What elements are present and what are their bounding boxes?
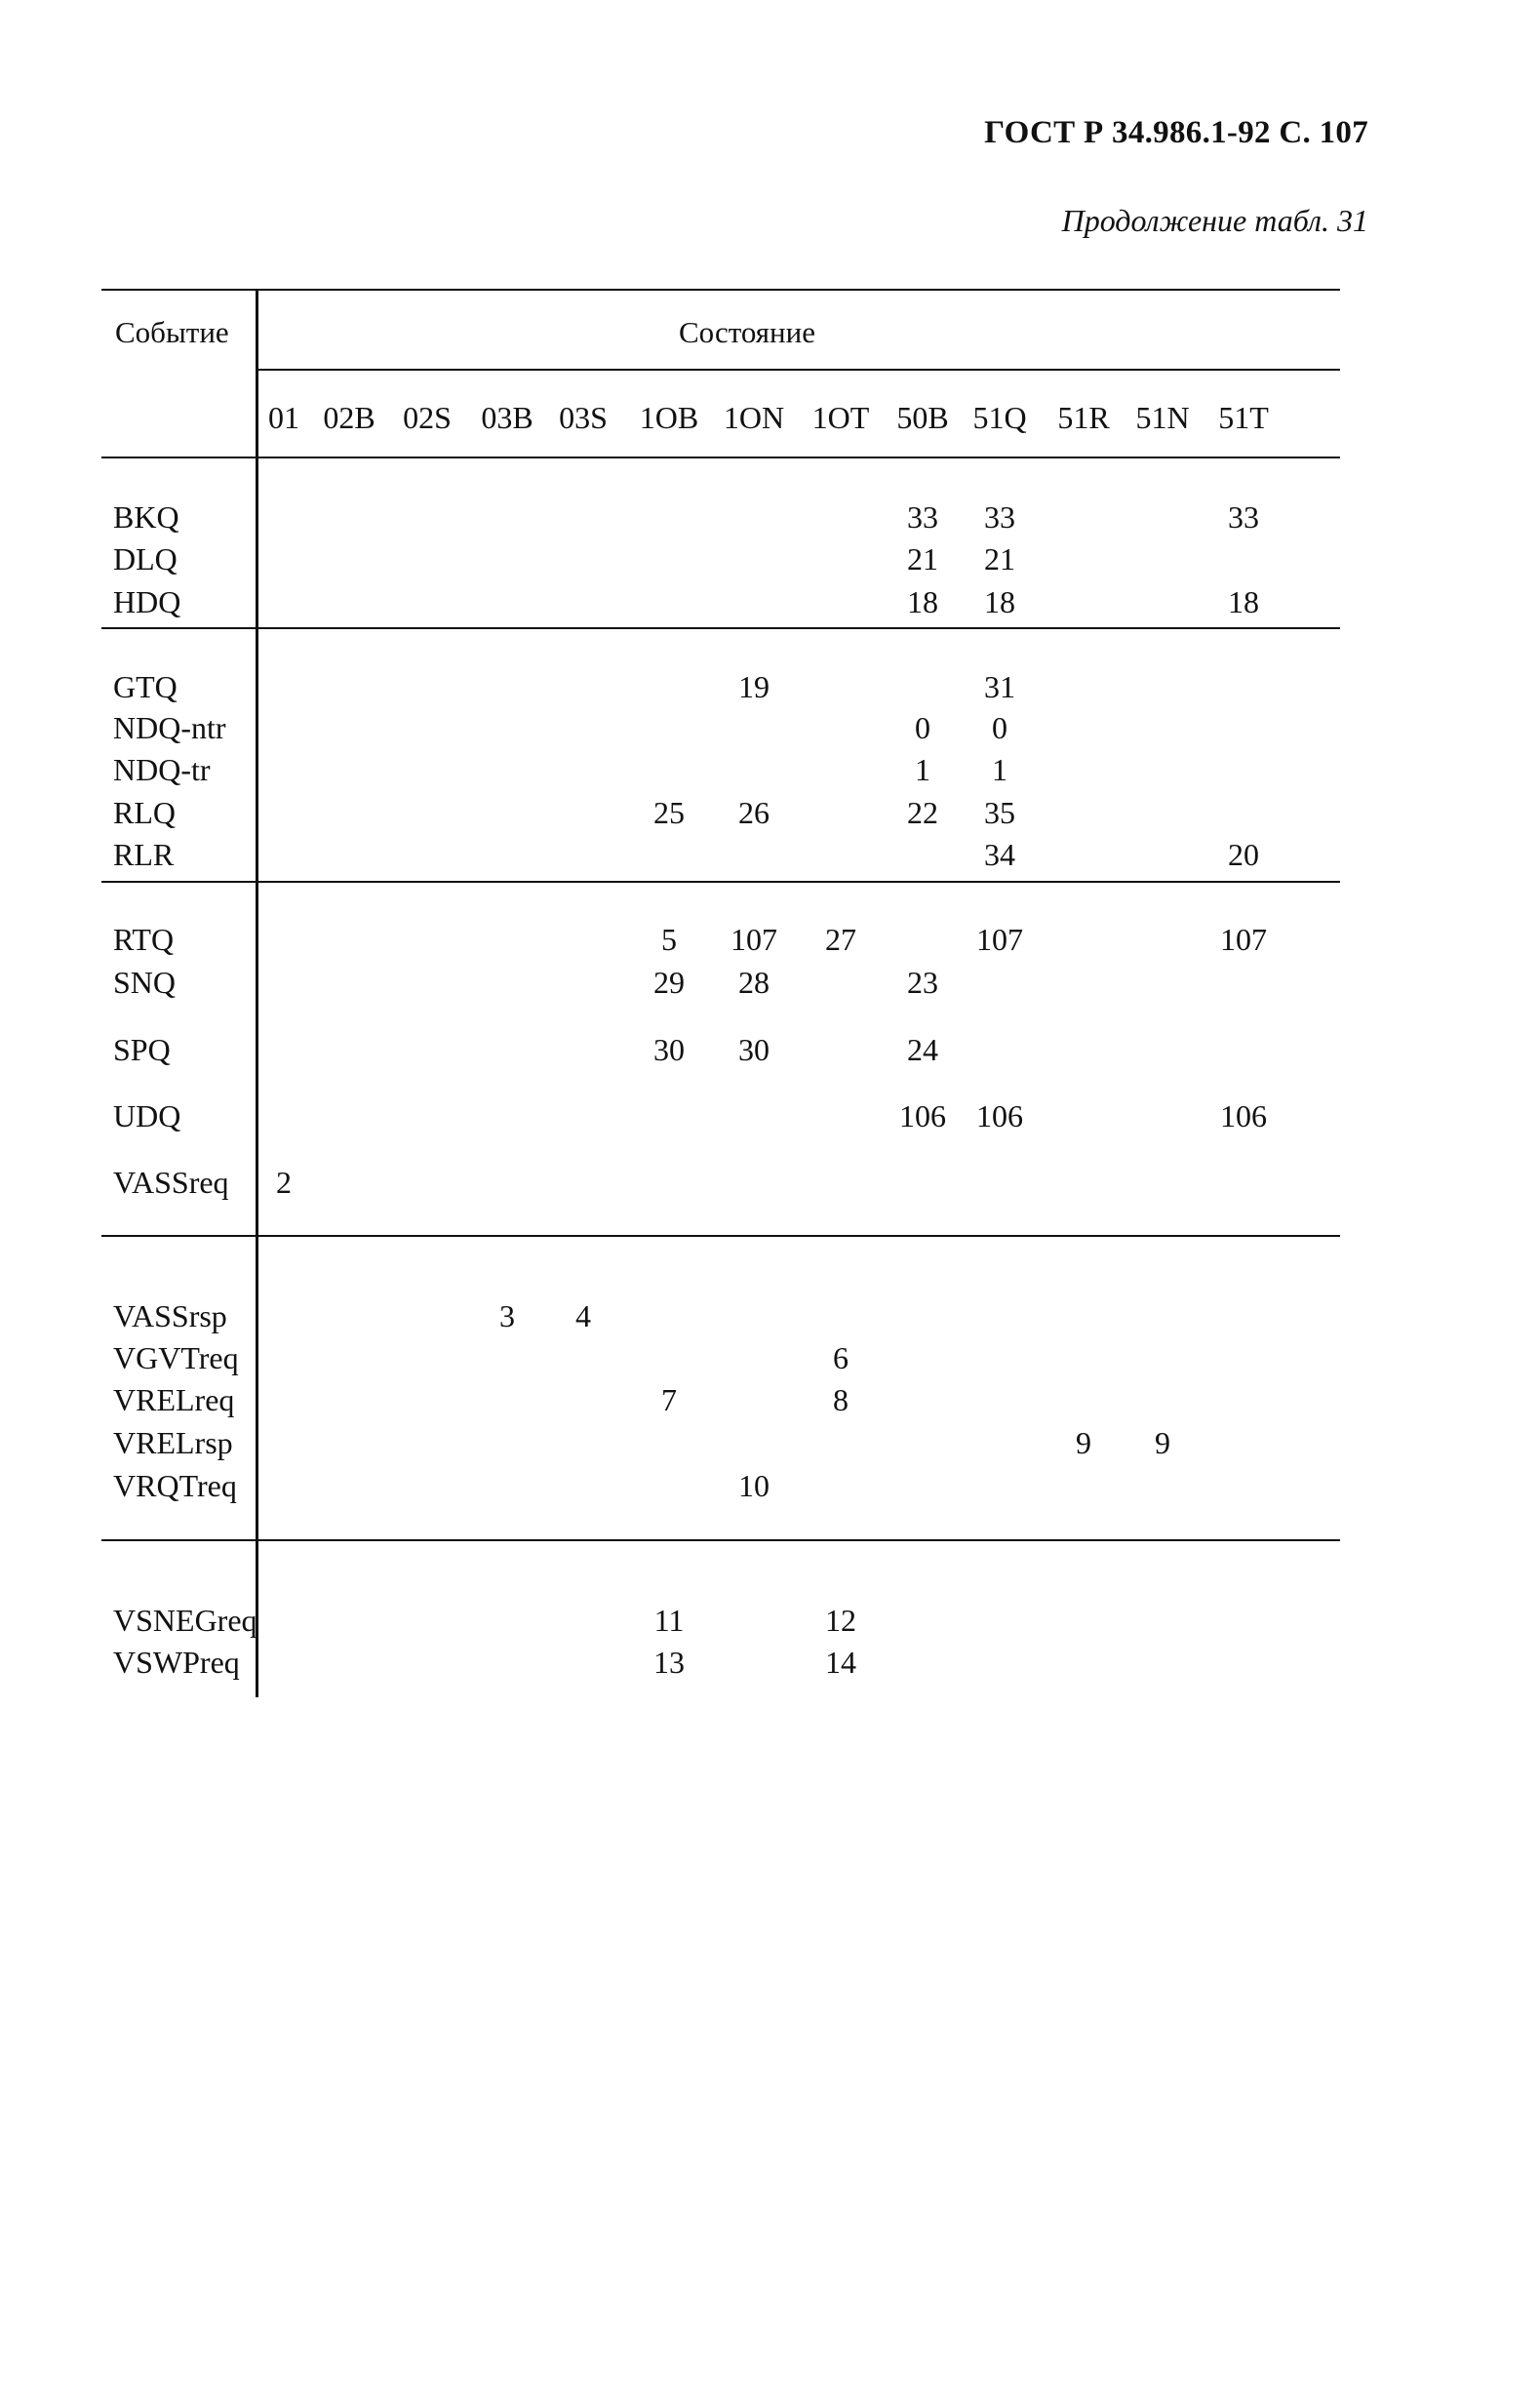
event-name: VASSrsp bbox=[113, 1298, 227, 1333]
transition-cell: 33 bbox=[1228, 499, 1259, 535]
transition-cell: 5 bbox=[661, 922, 677, 957]
transition-cell: 12 bbox=[825, 1603, 856, 1638]
event-name: DLQ bbox=[113, 541, 178, 576]
state-column-label: 51T bbox=[1218, 400, 1269, 435]
transition-cell: 1 bbox=[915, 752, 930, 787]
transition-cell: 31 bbox=[984, 669, 1015, 704]
event-name: RLQ bbox=[113, 795, 176, 830]
state-column-label: 1ON bbox=[723, 400, 785, 435]
transition-cell: 13 bbox=[653, 1645, 685, 1680]
transition-cell: 21 bbox=[984, 541, 1015, 576]
transition-cell: 30 bbox=[653, 1032, 685, 1067]
event-name: VSNEGreq bbox=[113, 1603, 257, 1638]
transition-cell: 9 bbox=[1076, 1425, 1091, 1460]
transition-cell: 24 bbox=[907, 1032, 938, 1067]
transition-cell: 2 bbox=[276, 1165, 292, 1200]
event-name: VRQTreq bbox=[113, 1468, 237, 1503]
group-separator-rule bbox=[101, 1539, 1340, 1541]
page-header: ГОСТ Р 34.986.1-92 С. 107 bbox=[984, 115, 1368, 150]
event-name: VSWPreq bbox=[113, 1645, 240, 1680]
event-name: NDQ-tr bbox=[113, 752, 211, 787]
state-column-label: 02S bbox=[403, 400, 452, 435]
event-name: HDQ bbox=[113, 584, 181, 619]
transition-cell: 106 bbox=[976, 1098, 1023, 1133]
transition-cell: 1 bbox=[992, 752, 1007, 787]
transition-cell: 27 bbox=[825, 922, 856, 957]
transition-cell: 35 bbox=[984, 795, 1015, 830]
transition-cell: 25 bbox=[653, 795, 685, 830]
event-column-header: Событие bbox=[115, 315, 229, 349]
state-column-label: 01 bbox=[268, 400, 299, 435]
transition-cell: 7 bbox=[661, 1382, 677, 1417]
state-column-label: 02B bbox=[323, 400, 375, 435]
event-name: RTQ bbox=[113, 922, 175, 957]
state-column-header: Состояние bbox=[679, 315, 815, 349]
transition-cell: 21 bbox=[907, 541, 938, 576]
state-column-label: 03S bbox=[559, 400, 608, 435]
transition-cell: 30 bbox=[738, 1032, 770, 1067]
transition-cell: 8 bbox=[833, 1382, 849, 1417]
group-separator-rule bbox=[101, 1235, 1340, 1237]
transition-cell: 107 bbox=[1220, 922, 1267, 957]
transition-cell: 19 bbox=[738, 669, 770, 704]
transition-cell: 106 bbox=[1220, 1098, 1267, 1133]
transition-cell: 3 bbox=[499, 1298, 515, 1333]
transition-cell: 20 bbox=[1228, 837, 1259, 872]
state-column-label: 51Q bbox=[972, 400, 1027, 435]
state-column-label: 51R bbox=[1057, 400, 1110, 435]
transition-cell: 14 bbox=[825, 1645, 856, 1680]
state-column-label: 51N bbox=[1135, 400, 1190, 435]
event-name: SPQ bbox=[113, 1032, 171, 1067]
transition-cell: 29 bbox=[653, 965, 685, 1000]
group-separator-rule bbox=[101, 881, 1340, 883]
event-name: NDQ-ntr bbox=[113, 710, 226, 745]
transition-cell: 28 bbox=[738, 965, 770, 1000]
group-separator-rule bbox=[101, 627, 1340, 629]
transition-cell: 18 bbox=[907, 584, 938, 619]
event-name: VRELrsp bbox=[113, 1425, 233, 1460]
state-header-rule bbox=[256, 369, 1340, 371]
transition-cell: 0 bbox=[915, 710, 930, 745]
event-name: GTQ bbox=[113, 669, 178, 704]
transition-cell: 11 bbox=[653, 1603, 685, 1638]
header-bottom-rule bbox=[101, 457, 1340, 458]
transition-cell: 107 bbox=[976, 922, 1023, 957]
transition-cell: 26 bbox=[738, 795, 770, 830]
state-column-label: 03B bbox=[481, 400, 533, 435]
state-column-label: 1OT bbox=[811, 400, 870, 435]
event-column-divider bbox=[256, 289, 258, 1697]
transition-cell: 9 bbox=[1155, 1425, 1170, 1460]
event-name: RLR bbox=[113, 837, 175, 872]
state-column-label: 1OB bbox=[639, 400, 699, 435]
transition-cell: 33 bbox=[984, 499, 1015, 535]
event-name: BKQ bbox=[113, 499, 179, 535]
transition-cell: 4 bbox=[575, 1298, 591, 1333]
transition-cell: 6 bbox=[833, 1340, 849, 1375]
event-name: VASSreq bbox=[113, 1165, 229, 1200]
transition-cell: 107 bbox=[731, 922, 777, 957]
event-name: VGVTreq bbox=[113, 1340, 239, 1375]
transition-cell: 10 bbox=[738, 1468, 770, 1503]
transition-cell: 33 bbox=[907, 499, 938, 535]
transition-cell: 106 bbox=[899, 1098, 946, 1133]
transition-cell: 0 bbox=[992, 710, 1007, 745]
transition-cell: 18 bbox=[1228, 584, 1259, 619]
transition-cell: 18 bbox=[984, 584, 1015, 619]
event-name: UDQ bbox=[113, 1098, 181, 1133]
event-name: SNQ bbox=[113, 965, 177, 1000]
transition-cell: 22 bbox=[907, 795, 938, 830]
transition-cell: 34 bbox=[984, 837, 1015, 872]
state-column-label: 50B bbox=[896, 400, 949, 435]
event-name: VRELreq bbox=[113, 1382, 235, 1417]
table-top-rule bbox=[101, 289, 1340, 291]
continuation-label: Продолжение табл. 31 bbox=[1061, 203, 1368, 238]
transition-cell: 23 bbox=[907, 965, 938, 1000]
